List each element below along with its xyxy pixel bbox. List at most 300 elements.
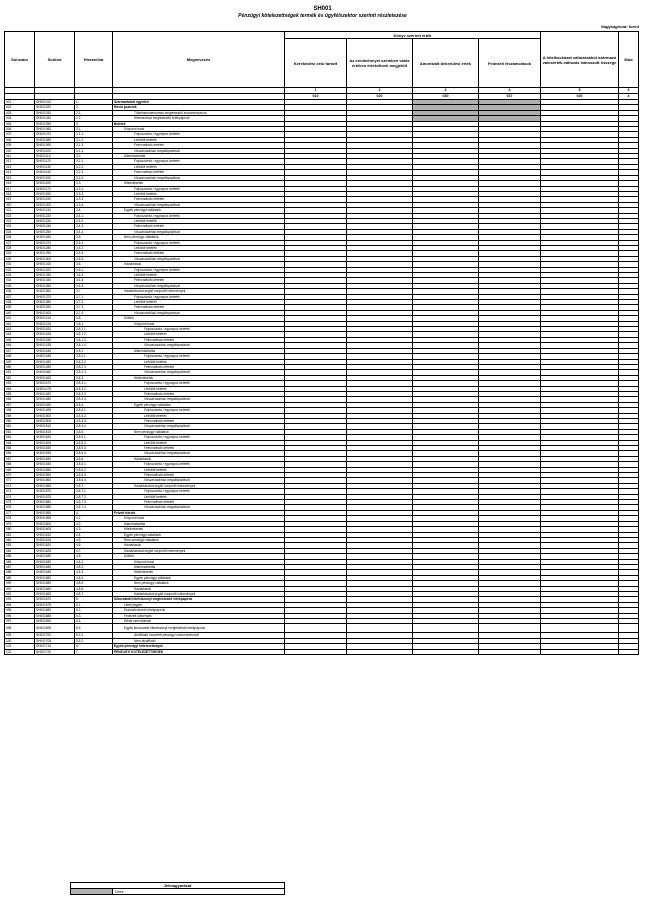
row-number: 022 [5,213,35,218]
row-code: SH001550 [35,467,75,472]
row-code: SH001420 [35,327,75,332]
row-hierarchy: 3.8.6.3. [75,473,113,478]
row-label: Hitelintézetek [113,527,285,532]
row-label: Lekötött betétek [113,467,285,472]
row-code: SH001590 [35,510,75,515]
row-code: SH001500 [35,413,75,418]
row-number: 057 [5,402,35,407]
row-hierarchy: 3.8.1. [75,321,113,326]
row-number: 014 [5,170,35,175]
row-number: 008 [5,137,35,142]
row-code: SH001485 [35,397,75,402]
row-label: Származtatott ügyletek [113,100,285,105]
row-number: 037 [5,294,35,299]
row-hierarchy: 4.2. [75,521,113,526]
row-hierarchy: 3.6.3. [75,278,113,283]
row-hierarchy: 3.8.7. [75,483,113,488]
row-code: SH001410 [35,316,75,321]
row-number: 078 [5,516,35,521]
row-code: SH001460 [35,370,75,375]
row-number: 041 [5,316,35,321]
row-code: SH001535 [35,451,75,456]
row-number: 090 [5,581,35,586]
row-hierarchy: 3.2.4. [75,175,113,180]
row-number: 044 [5,332,35,337]
row-number: 011 [5,154,35,159]
row-label: Háztartásokat segítő nonprofit intézmények [113,591,285,596]
row-code: SH001435 [35,343,75,348]
row-number: 069 [5,467,35,472]
col-num: 4 [479,88,541,94]
row-hierarchy: 3.7. [75,289,113,294]
row-code: SH001030 [35,110,75,115]
row-number: 030 [5,256,35,261]
row-number: 091 [5,586,35,591]
col-sorkod: Sorkód [35,32,75,88]
row-code: SH001710 [35,644,75,649]
row-number: 080 [5,527,35,532]
row-code: SH001330 [35,273,75,278]
row-number: 073 [5,489,35,494]
row-label: Felvett hitelek [113,510,285,515]
row-number: 097 [5,619,35,624]
row-hierarchy: 3.8.6.4. [75,478,113,483]
mod-cell [619,624,639,633]
row-number: 020 [5,202,35,207]
row-hierarchy: 3.7.2. [75,300,113,305]
row-code: SH001615 [35,537,75,542]
row-number: 087 [5,564,35,569]
row-hierarchy: 4.4. [75,532,113,537]
row-code: SH001340 [35,278,75,283]
row-label: Felmondható betétek [113,337,285,342]
row-label: Eszközfedezetű értékpapírok [113,608,285,613]
col-code: 037 [479,94,541,100]
row-label: Visszavásárlási megállapodások [113,202,285,207]
row-code: SH001495 [35,408,75,413]
col-code: 030 [413,94,479,100]
row-code: SH001595 [35,516,75,521]
row-hierarchy: 3.4.1. [75,213,113,218]
row-code: SH001490 [35,402,75,407]
row-code: SH001250 [35,229,75,234]
row-hierarchy: 3.8.5.2. [75,440,113,445]
row-hierarchy: 3.8.3.4. [75,397,113,402]
row-code: SH001515 [35,429,75,434]
row-number: 004 [5,116,35,121]
row-code: SH001645 [35,570,75,575]
row-hierarchy: 3.3.1. [75,186,113,191]
row-label: Nem pénzügyi vállalatok [113,581,285,586]
row-label: Visszavásárlási megállapodások [113,451,285,456]
row-number: 055 [5,391,35,396]
row-hierarchy: 3.8.3. [75,375,113,380]
row-hierarchy: 4.8.1. [75,559,113,564]
row-code: SH001685 [35,613,75,618]
row-code: SH001060 [35,127,75,132]
row-number: 048 [5,354,35,359]
table-row [5,649,639,654]
row-label: Egyéb pénzügyi kötelezettségek [113,644,285,649]
row-code: SH001475 [35,386,75,391]
row-hierarchy: 3.8.2.1. [75,354,113,359]
row-number: 018 [5,191,35,196]
row-code: SH001270 [35,240,75,245]
row-label: Lekötött betétek [113,273,285,278]
row-hierarchy: 4.3. [75,527,113,532]
row-number: 074 [5,494,35,499]
row-hierarchy: 5. [75,597,113,602]
col-code: 020 [347,94,413,100]
row-number: 058 [5,408,35,413]
row-hierarchy: 2.1. [75,110,113,115]
col-4: Fedezeti elszámolások [479,39,541,88]
row-label: Felmondható betétek [113,391,285,396]
row-label: Hitelintézetek [113,570,285,575]
row-label: Központi bank [113,559,285,564]
row-label: Háztartásokat segítő nonprofit intézmények [113,548,285,553]
row-number: 010 [5,148,35,153]
row-code: SH001290 [35,251,75,256]
row-code: SH001555 [35,473,75,478]
row-number: 076 [5,505,35,510]
row-code: SH001190 [35,197,75,202]
row-number: 006 [5,127,35,132]
row-hierarchy: 3.4. [75,208,113,213]
row-label: Folyószámla / egynapos betétek [113,408,285,413]
row-code: SH001470 [35,381,75,386]
row-code: SH001300 [35,256,75,261]
row-code: SH001390 [35,305,75,310]
row-code: SH001670 [35,597,75,602]
row-code: SH001140 [35,170,75,175]
row-code: SH001180 [35,191,75,196]
row-label: Háztartások [113,456,285,461]
row-code: SH001720 [35,649,75,654]
report-table [4,31,639,655]
row-code: SH001010 [35,100,75,105]
row-hierarchy: 3.8.5.4. [75,451,113,456]
row-hierarchy: 7. [75,649,113,654]
row-number: 061 [5,424,35,429]
row-code: SH001440 [35,348,75,353]
row-hierarchy: 3.8.7.1. [75,489,113,494]
row-code: SH001160 [35,181,75,186]
row-label: Folyószámla / egynapos betétek [113,267,285,272]
row-hierarchy: 3.8.2.4. [75,370,113,375]
col-num: 5 [541,88,619,94]
row-hierarchy: 1. [75,100,113,105]
row-number: 065 [5,446,35,451]
row-number: 093 [5,597,35,602]
row-code: SH001350 [35,283,75,288]
row-hierarchy: 3.5.1. [75,240,113,245]
row-hierarchy: 3.8.5. [75,429,113,434]
row-hierarchy: 3.5. [75,235,113,240]
row-number: 066 [5,451,35,456]
row-label: Visszavásárlási megállapodások [113,424,285,429]
row-label: Államháztartás [113,564,285,569]
row-label: Letéti jegyek [113,602,285,607]
row-code: SH001690 [35,619,75,624]
row-number: 019 [5,197,35,202]
row-number: 015 [5,175,35,180]
row-hierarchy: 3.7.1. [75,294,113,299]
row-hierarchy: 4.8.4. [75,575,113,580]
row-hierarchy: 3.2. [75,154,113,159]
row-hierarchy: 3.8.3.3. [75,391,113,396]
row-number: 023 [5,218,35,223]
row-number: 056 [5,397,35,402]
row-number: 077 [5,510,35,515]
row-hierarchy: 4.8.6. [75,586,113,591]
row-hierarchy: 3.4.4. [75,229,113,234]
row-hierarchy: 3.8.4.4. [75,424,113,429]
row-label: Háztartásokat segítő nonprofit intézmények [113,289,285,294]
row-number: 050 [5,364,35,369]
row-label: Nem pénzügyi vállalatok [113,537,285,542]
row-code: SH001510 [35,424,75,429]
row-label: Központi bank [113,127,285,132]
row-number: 060 [5,418,35,423]
row-label: Hitelintézetek [113,375,285,380]
row-number: 079 [5,521,35,526]
row-hierarchy: 5.4. [75,619,113,624]
row-hierarchy: 5.1. [75,602,113,607]
row-label: Lekötött betétek [113,359,285,364]
row-label: Lekötött betétek [113,386,285,391]
row-label: Lekötött betétek [113,245,285,250]
row-hierarchy: 3.8.4.3. [75,418,113,423]
row-code: SH001425 [35,332,75,337]
row-number: 075 [5,500,35,505]
row-hierarchy: 3.8.7.2. [75,494,113,499]
row-hierarchy: 3.5.2. [75,245,113,250]
row-code: SH001320 [35,267,75,272]
row-label: Államháztartás [113,154,285,159]
row-hierarchy: 3.8.6.1. [75,462,113,467]
row-hierarchy: 4.8.3. [75,570,113,575]
row-label: Lekötött betétek [113,413,285,418]
row-code: SH001080 [35,137,75,142]
col-code: x [619,94,639,100]
table-row [5,624,639,633]
row-number: 099 [5,633,35,638]
row-hierarchy: 3.8.3.2. [75,386,113,391]
value-cell [413,649,479,654]
row-number: 096 [5,613,35,618]
row-number: 009 [5,143,35,148]
row-hierarchy: 3. [75,121,113,126]
row-code: SH001050 [35,121,75,126]
row-hierarchy: 3.7.4. [75,310,113,315]
row-number: 051 [5,370,35,375]
value-cell [285,624,347,633]
legend-item: Üres [113,889,285,895]
row-label: Háztartások [113,586,285,591]
row-label: Lekötött betétek [113,332,285,337]
row-label: Folyószámla / egynapos betétek [113,327,285,332]
row-hierarchy: 3.8.5.1. [75,435,113,440]
row-label: Kibocsátott hitelviszonyt megtestesítő értékpapírok [113,597,285,602]
legend-title: Jelmagyarázat [71,883,285,889]
row-label: Egyéb pénzügyi vállalatok [113,402,285,407]
row-number: 025 [5,229,35,234]
row-label: Fedezett kötvények [113,613,285,618]
row-label: Egyéb pénzügyi vállalatok [113,532,285,537]
row-code: SH001240 [35,224,75,229]
row-hierarchy: 3.6.1. [75,267,113,272]
row-code: SH001700 [35,633,75,638]
row-hierarchy: 3.8.1.3. [75,337,113,342]
row-code: SH001610 [35,532,75,537]
row-number: 032 [5,267,35,272]
col-5: A hitelkockázat változásából származó valósérték-változás halmozott összege [541,32,619,88]
row-label: Nem pénzügyi vállalatok [113,235,285,240]
col-3: Amortizált bekerülési érték [413,39,479,88]
row-number: 068 [5,462,35,467]
row-label: Felmondható betétek [113,224,285,229]
row-label: Felmondható betétek [113,197,285,202]
row-hierarchy: 3.1.4. [75,148,113,153]
row-number: 042 [5,321,35,326]
row-number: 043 [5,327,35,332]
row-label: Felmondható betétek [113,143,285,148]
row-label: Visszavásárlási megállapodások [113,283,285,288]
row-hierarchy: 3.8.7.4. [75,505,113,510]
row-hierarchy: 3.8.4. [75,402,113,407]
row-number: 031 [5,262,35,267]
row-hierarchy: 3.8.1.4. [75,343,113,348]
table-body [5,100,639,655]
row-label: Folyószámla / egynapos betétek [113,462,285,467]
row-hierarchy: 6. [75,644,113,649]
row-number: 088 [5,570,35,575]
row-hierarchy: 3.8.1.1. [75,327,113,332]
row-code: SH001635 [35,559,75,564]
row-code: SH001585 [35,505,75,510]
row-label: Felmondható betétek [113,278,285,283]
row-code: SH001130 [35,164,75,169]
row-number: 021 [5,208,35,213]
row-code: SH001120 [35,159,75,164]
form-code: SH001 [313,6,332,12]
col-num: 2 [347,88,413,94]
row-label: Államháztartás [113,348,285,353]
row-hierarchy: 3.8.5.3. [75,446,113,451]
row-hierarchy: 4.6. [75,543,113,548]
row-code: SH001705 [35,638,75,643]
row-code: SH001620 [35,543,75,548]
row-hierarchy: 3.8.2.2. [75,359,113,364]
row-code: SH001150 [35,175,75,180]
row-code: SH001040 [35,116,75,121]
row-code: SH001525 [35,440,75,445]
row-number: 092 [5,591,35,596]
row-code: SH001260 [35,235,75,240]
row-hierarchy: 3.8.3.1. [75,381,113,386]
row-label: Folyószámla / egynapos betétek [113,240,285,245]
row-label: Visszavásárlási megállapodások [113,370,285,375]
row-hierarchy: 3.8.6. [75,456,113,461]
row-label: Folyószámla / egynapos betétek [113,132,285,137]
row-hierarchy: 3.8.2.3. [75,364,113,369]
row-label: Lekötött betétek [113,218,285,223]
row-number: 047 [5,348,35,353]
row-label: Lekötött betétek [113,191,285,196]
row-code: SH001465 [35,375,75,380]
legend-table [70,882,285,895]
col-mod: Mód [619,32,639,88]
col-megnevezes: Megnevezés [113,32,285,88]
row-label: Folyószámla / egynapos betétek [113,294,285,299]
row-label: Lekötött betétek [113,164,285,169]
row-code: SH001360 [35,289,75,294]
row-code: SH001665 [35,591,75,596]
row-code: SH001695 [35,624,75,633]
row-number: 007 [5,132,35,137]
row-number: 003 [5,110,35,115]
row-number: 002 [5,105,35,110]
row-code: SH001210 [35,208,75,213]
row-label: Visszavásárlási megállapodások [113,397,285,402]
row-number: 095 [5,608,35,613]
row-hierarchy: 4.8. [75,554,113,559]
row-number: 062 [5,429,35,434]
row-label: Felmondható betétek [113,251,285,256]
row-code: SH001680 [35,608,75,613]
row-code: SH001090 [35,143,75,148]
row-hierarchy: 4.7. [75,548,113,553]
row-label: Visszavásárlási megállapodások [113,256,285,261]
row-hierarchy: 3.1.2. [75,137,113,142]
value-cell [479,624,541,633]
row-label: Betétek [113,121,285,126]
row-number: 053 [5,381,35,386]
row-code: SH001675 [35,602,75,607]
row-number: 101 [5,644,35,649]
row-label: Nem átváltható [113,638,285,643]
row-number: 036 [5,289,35,294]
row-number: 063 [5,435,35,440]
row-hierarchy: 4.8.2. [75,564,113,569]
row-number: 067 [5,456,35,461]
row-number: 039 [5,305,35,310]
row-number: 005 [5,121,35,126]
row-label: Külföld [113,554,285,559]
row-number: 054 [5,386,35,391]
row-label: Folyószámla / egynapos betétek [113,489,285,494]
row-code: SH001445 [35,354,75,359]
row-number: 059 [5,413,35,418]
row-number: 102 [5,649,35,654]
row-label: Egyéb pénzügyi vállalatok [113,575,285,580]
row-label: PÉNZÜGYI KÖTELEZETTSÉGEK [113,649,285,654]
row-label: Folyószámla / egynapos betétek [113,435,285,440]
row-number: 038 [5,300,35,305]
row-hierarchy: 3.6.2. [75,273,113,278]
row-code: SH001560 [35,478,75,483]
row-code: SH001220 [35,213,75,218]
col-hierarchia: Hierarchia [75,32,113,88]
row-label: Háztartások [113,262,285,267]
row-label: Lekötött betétek [113,300,285,305]
row-number: 016 [5,181,35,186]
row-number: 035 [5,283,35,288]
row-label: Visszavásárlási megállapodások [113,343,285,348]
row-code: SH001380 [35,300,75,305]
row-number: 028 [5,245,35,250]
